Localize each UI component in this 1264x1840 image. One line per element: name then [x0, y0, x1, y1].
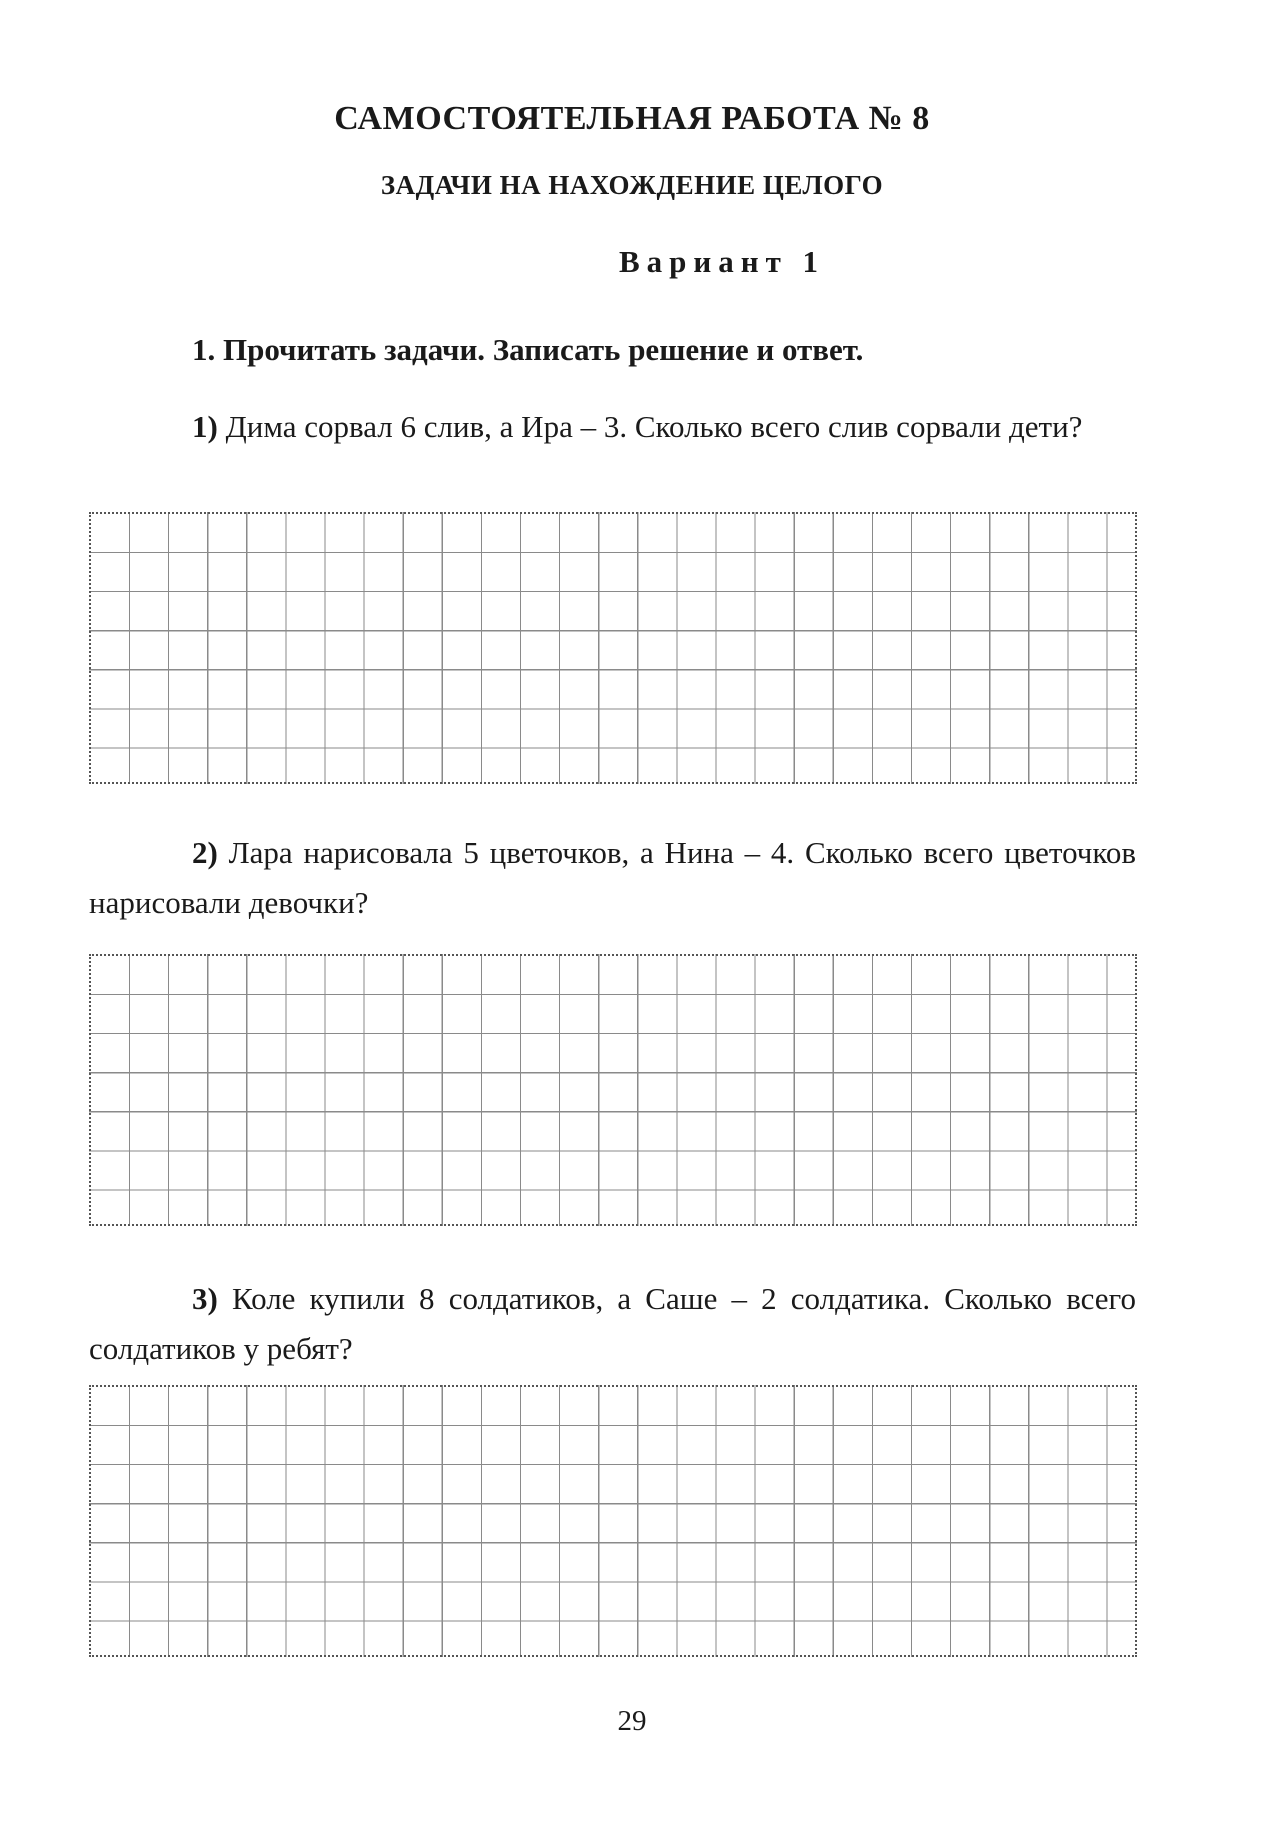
answer-grid-2[interactable] [89, 954, 1137, 1226]
task-1-number: 1) [192, 409, 218, 444]
answer-grid-1[interactable] [89, 512, 1137, 784]
instruction: 1. Прочитать задачи. Записать решение и ответ. [192, 332, 864, 367]
page-title: САМОСТОЯТЕЛЬНАЯ РАБОТА № 8 [334, 100, 930, 137]
page-subtitle: ЗАДАЧИ НА НАХОЖДЕНИЕ ЦЕЛОГО [380, 170, 884, 200]
task-1 [89, 402, 1136, 452]
task-3-number: 3) [192, 1281, 218, 1316]
task-2-text: Лара нарисовала 5 цветочков, а Нина – 4. Сколько всего цветочков нарисовали девочки? [89, 835, 1136, 920]
task-2 [89, 828, 1136, 928]
task-1-text: Дима сорвал 6 слив, а Ира – 3. Сколько всего слив сорвали дети? [217, 409, 1083, 444]
page-number: 29 [617, 1705, 647, 1737]
task-3 [89, 1274, 1136, 1374]
task-2-number: 2) [192, 835, 218, 870]
task-3-text: Коле купили 8 солдатиков, а Саше – 2 солдатика. Сколько всего солдатиков у ребят? [89, 1281, 1136, 1366]
variant-heading: Вариант 1 [618, 244, 826, 279]
answer-grid-3[interactable] [89, 1385, 1137, 1657]
